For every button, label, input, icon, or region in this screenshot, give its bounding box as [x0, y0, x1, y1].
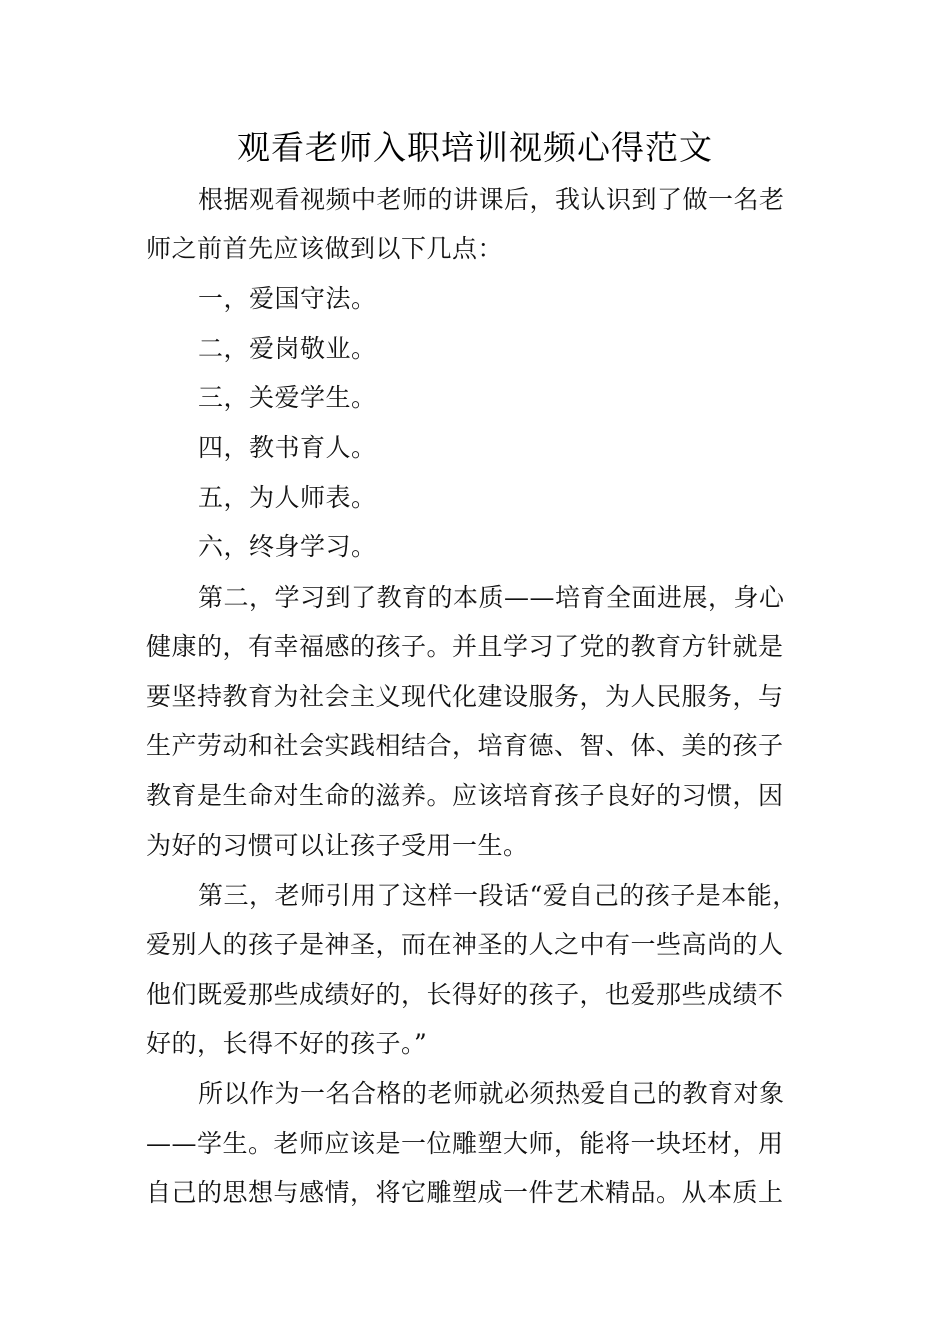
paragraph-line: 教育是生命对生命的滋养。应该培育孩子良好的习惯，因 [146, 781, 784, 810]
paragraph-line: 要坚持教育为社会主义现代化建设服务，为人民服务，与 [146, 682, 784, 711]
paragraph-line: 他们既爱那些成绩好的，长得好的孩子，也爱那些成绩不 [146, 980, 784, 1009]
list-item: 五，为人师表。 [198, 483, 377, 512]
document-title: 观看老师入职培训视频心得范文 [237, 128, 713, 167]
paragraph-line: 好的，长得不好的孩子。” [146, 1029, 428, 1058]
list-item: 三，关爱学生。 [198, 383, 377, 412]
list-item: 六，终身学习。 [198, 532, 377, 561]
list-item: 四，教书育人。 [198, 433, 377, 462]
paragraph-line: 爱别人的孩子是神圣，而在神圣的人之中有一些高尚的人 [146, 930, 784, 959]
paragraph-line: 生产劳动和社会实践相结合，培育德、智、体、美的孩子 [146, 731, 784, 760]
paragraph-line: 第二，学习到了教育的本质——培育全面进展，身心 [198, 583, 785, 612]
paragraph-line: 为好的习惯可以让孩子受用一生。 [146, 831, 529, 860]
paragraph-line: 所以作为一名合格的老师就必须热爱自己的教育对象 [198, 1079, 785, 1108]
list-item: 二，爱岗敬业。 [198, 334, 377, 363]
paragraph-line: 自己的思想与感情，将它雕塑成一件艺术精品。从本质上 [146, 1178, 784, 1207]
paragraph-line: 健康的，有幸福感的孩子。并且学习了党的教育方针就是 [146, 632, 784, 661]
paragraph-line: 根据观看视频中老师的讲课后，我认识到了做一名老 [198, 185, 785, 214]
paragraph-line: 师之前首先应该做到以下几点： [146, 234, 504, 263]
list-item: 一，爱国守法。 [198, 284, 377, 313]
paragraph-line: ——学生。老师应该是一位雕塑大师，能将一块坯材，用 [146, 1129, 784, 1158]
paragraph-line: 第三，老师引用了这样一段话“爱自己的孩子是本能， [198, 881, 798, 910]
